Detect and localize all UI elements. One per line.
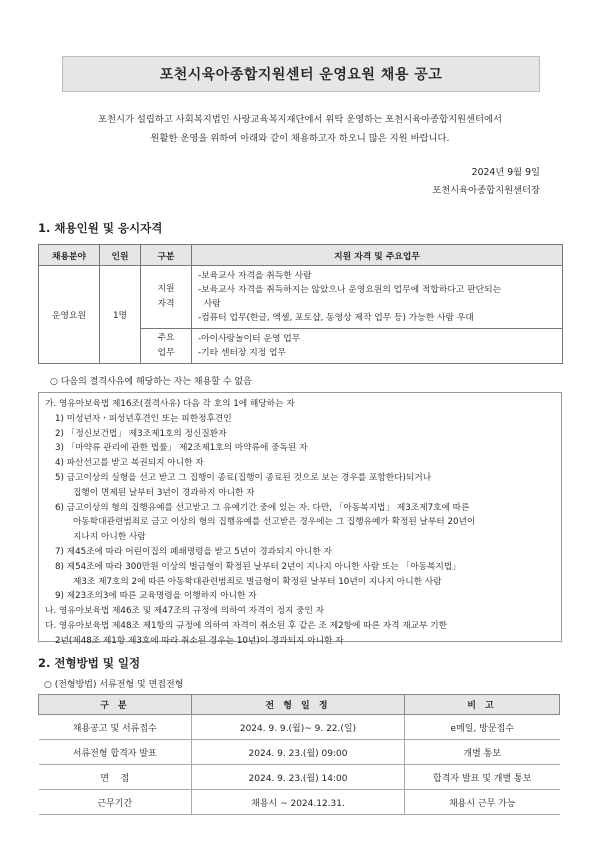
disqualification-item: 나. 영유아보육법 제46조 및 제47조의 규정에 의하여 자격이 정지 중인 자 bbox=[45, 606, 325, 617]
intro-line: 원활한 운영을 위하여 아래와 같이 채용하고자 하오니 많은 지원 바랍니다. bbox=[150, 133, 450, 144]
schedule-table bbox=[38, 694, 560, 815]
issuer: 포천시육아종합지원센터장 bbox=[432, 185, 540, 196]
stage-cell: 면 접 bbox=[39, 765, 192, 790]
remark-cell: 채용시 근무 가능 bbox=[405, 790, 560, 815]
disqualification-item: 제3조 제7호의 2에 따른 아동학대관련범죄로 벌금형이 확정된 날부터 10년이 지나지 아니한 사람 bbox=[73, 576, 442, 587]
header-cell: 전 형 일 정 bbox=[192, 695, 405, 715]
count-cell: 1명 bbox=[100, 266, 141, 364]
field-cell: 운영요원 bbox=[39, 266, 100, 364]
date-block bbox=[432, 164, 540, 200]
disqualification-box bbox=[38, 392, 562, 646]
qualification-item: -보육교사 자격을 취득한 사람 bbox=[198, 271, 312, 281]
schedule-cell: 2024. 9. 9.(월)~ 9. 22.(일) bbox=[192, 715, 405, 740]
remark-cell: 개별 통보 bbox=[405, 740, 560, 765]
disqualification-item: 다. 영유아보육법 제48조 제1항의 규정에 의하여 자격이 취소된 후 같은 조 제2항에 따른 자격 재교부 기한 bbox=[45, 620, 447, 631]
section-2-title: 2. 전형방법 및 일정 bbox=[38, 656, 141, 670]
header-cell: 인원 bbox=[100, 245, 141, 266]
stage-cell: 근무기간 bbox=[39, 790, 192, 815]
recruitment-table bbox=[38, 244, 563, 364]
duty-item: -기타 센터장 지정 업무 bbox=[198, 348, 287, 358]
disqualification-item: 2) 「정신보건법」 제3조제1호의 정신질환자 bbox=[55, 428, 227, 439]
disqualification-note: ○ 다음의 결격사유에 해당하는 자는 채용할 수 없음 bbox=[50, 377, 252, 387]
header-cell: 구 분 bbox=[39, 695, 192, 715]
table-row bbox=[39, 715, 560, 740]
header-cell: 비 고 bbox=[405, 695, 560, 715]
stage-cell: 서류전형 합격자 발표 bbox=[39, 740, 192, 765]
category-cell: 주요 업무 bbox=[141, 329, 192, 364]
table-row bbox=[39, 790, 560, 815]
table-row bbox=[39, 740, 560, 765]
header-cell: 채용분야 bbox=[39, 245, 100, 266]
duty-item: -아이사랑놀이터 운영 업무 bbox=[198, 334, 301, 344]
disqualification-item: 지나지 아니한 사람 bbox=[73, 532, 146, 543]
stage-cell: 채용공고 및 서류접수 bbox=[39, 715, 192, 740]
qualification-cell bbox=[192, 266, 563, 329]
schedule-cell: 채용시 ~ 2024.12.31. bbox=[192, 790, 405, 815]
disqualification-item: 7) 제45조에 따라 어린이집의 폐쇄명령을 받고 5년이 경과되지 아니한 자 bbox=[55, 546, 332, 557]
selection-method: ○ (전형방법) 서류전형 및 면접전형 bbox=[44, 680, 184, 690]
qualification-item: 사람 bbox=[198, 299, 221, 309]
disqualification-item: 8) 제54조에 따라 300만원 이상의 벌금형이 확정된 날부터 2년이 지나지 아니한 사람 또는 「아동복지법」 bbox=[55, 561, 461, 572]
table-row bbox=[39, 765, 560, 790]
intro-paragraph bbox=[62, 110, 538, 148]
disqualification-item: 4) 파산선고를 받고 복권되지 아니한 자 bbox=[55, 458, 204, 469]
disqualification-item: 1) 미성년자ㆍ피성년후견인 또는 피한정후견인 bbox=[55, 413, 232, 424]
disqualification-item: 9) 제23조의3에 따른 교육명령을 이행하지 아니한 자 bbox=[55, 591, 257, 602]
disqualification-item: 6) 금고이상의 형의 집행유예를 선고받고 그 유예기간 중에 있는 자. 다만, 「아동복지법」 제3조제7호에 따른 bbox=[55, 502, 470, 513]
remark-cell: e메일, 방문접수 bbox=[405, 715, 560, 740]
remark-cell: 합격자 발표 및 개별 통보 bbox=[405, 765, 560, 790]
duty-cell bbox=[192, 329, 563, 364]
disqualification-item: 가. 영유아보육법 제16조(결격사유) 다음 각 호의 1에 해당하는 자 bbox=[45, 399, 295, 409]
disqualification-item: 3) 「마약류 관리에 관한 법률」 제2조제1호의 마약류에 중독된 자 bbox=[55, 443, 308, 454]
qualification-item: -보육교사 자격을 취득하지는 않았으나 운영요원의 업무에 적합하다고 판단되는 bbox=[198, 285, 502, 295]
header-cell: 지원 자격 및 주요업무 bbox=[192, 245, 563, 266]
disqualification-item: 5) 금고이상의 실형을 선고 받고 그 집행이 종료(집행이 종료된 것으로 보는 경우를 포함한다)되거나 bbox=[55, 472, 432, 483]
disqualification-item: 2년(제48조 제1항 제3호에 따라 취소된 경우는 10년)이 경과되지 아니한 자 bbox=[55, 635, 344, 646]
intro-line: 포천시가 설립하고 사회복지법인 사랑교육복지재단에서 위탁 운영하는 포천시육아종합지원센터에서 bbox=[98, 114, 502, 125]
title-text: 포천시육아종합지원센터 운영요원 채용 공고 bbox=[159, 67, 443, 83]
header-cell: 구분 bbox=[141, 245, 192, 266]
category-cell: 지원 자격 bbox=[141, 266, 192, 329]
disqualification-item: 아동학대관련범죄로 금고 이상의 형의 집행유예를 선고받은 경우에는 그 집행유예가 확정된 날부터 20년이 bbox=[73, 517, 476, 528]
page-title bbox=[62, 56, 540, 92]
section-1-title: 1. 채용인원 및 응시자격 bbox=[38, 221, 163, 235]
schedule-cell: 2024. 9. 23.(월) 14:00 bbox=[192, 765, 405, 790]
announcement-date: 2024년 9월 9일 bbox=[471, 167, 540, 178]
qualification-item: -컴퓨터 업무(한글, 엑셀, 포토샵, 동영상 제작 업무 등) 가능한 사람 우대 bbox=[198, 313, 474, 323]
schedule-cell: 2024. 9. 23.(월) 09:00 bbox=[192, 740, 405, 765]
disqualification-item: 집행이 면제된 날부터 3년이 경과하지 아니한 자 bbox=[73, 487, 255, 498]
